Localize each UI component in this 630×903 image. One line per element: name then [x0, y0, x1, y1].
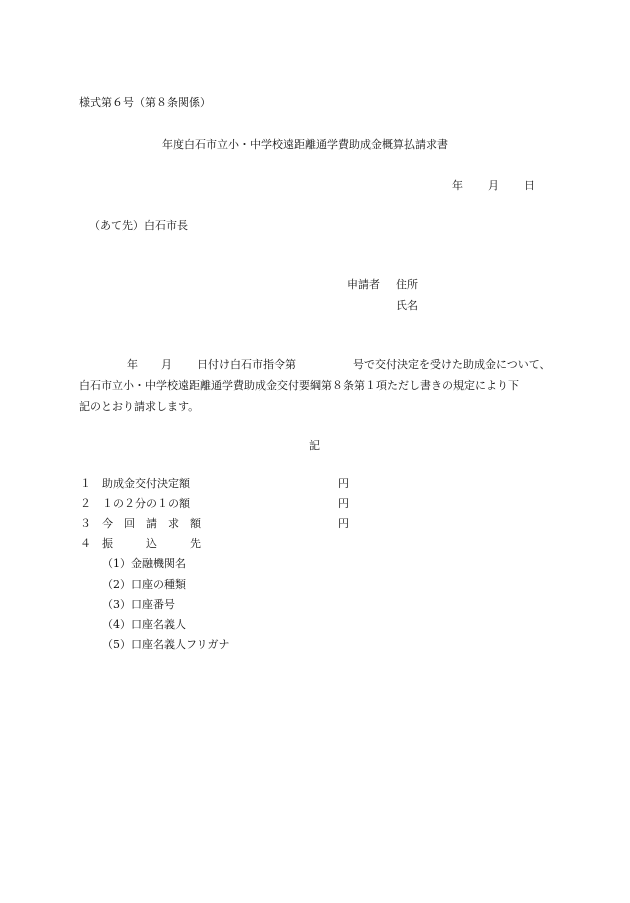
form-number: 様式第６号（第８条関係） — [79, 96, 211, 109]
item-label: 今 回 請 求 額 — [102, 517, 201, 530]
applicant-name-label: 氏名 — [396, 299, 418, 312]
transfer-detail-account-number: （3）口座番号 — [102, 598, 175, 611]
item-row — [80, 517, 360, 531]
transfer-detail-account-type: （2）口座の種類 — [102, 578, 186, 591]
document-title: 年度白石市立小・中学校遠距離通学費助成金概算払請求書 — [162, 138, 448, 151]
body-month: 月 — [161, 358, 172, 371]
item-row — [80, 497, 360, 511]
date-year-label: 年 — [452, 179, 463, 192]
item-row — [80, 537, 360, 551]
body-line1-rest: 号で交付決定を受けた助成金について、 — [353, 358, 551, 371]
item-number: ２ — [80, 497, 91, 510]
body-line3: 記のとおり請求します。 — [79, 400, 200, 413]
item-unit: 円 — [338, 497, 349, 510]
transfer-detail-account-holder: （4）口座名義人 — [102, 618, 186, 631]
item-number: １ — [80, 477, 91, 490]
transfer-detail-account-holder-kana: （5）口座名義人フリガナ — [102, 638, 230, 651]
item-unit: 円 — [338, 477, 349, 490]
item-number: ３ — [80, 517, 91, 530]
body-year: 年 — [127, 358, 138, 371]
body-line2: 白石市立小・中学校遠距離通学費助成金交付要綱第８条第１項ただし書きの規定により下 — [79, 379, 519, 392]
ki-heading: 記 — [309, 439, 320, 452]
addressee: （あて先）白石市長 — [89, 219, 188, 232]
transfer-detail-bank-name: （1）金融機関名 — [102, 557, 186, 570]
date-day-label: 日 — [524, 179, 535, 192]
item-label: 助成金交付決定額 — [102, 477, 190, 490]
item-label: 振 込 先 — [102, 537, 201, 550]
date-month-label: 月 — [488, 179, 499, 192]
applicant-address-label: 住所 — [396, 278, 418, 291]
item-unit: 円 — [338, 517, 349, 530]
applicant-role: 申請者 — [347, 278, 380, 291]
item-number: ４ — [80, 537, 91, 550]
item-label: １の２分の１の額 — [102, 497, 190, 510]
body-dated: 日付け白石市指令第 — [197, 358, 296, 371]
item-row — [80, 477, 360, 491]
